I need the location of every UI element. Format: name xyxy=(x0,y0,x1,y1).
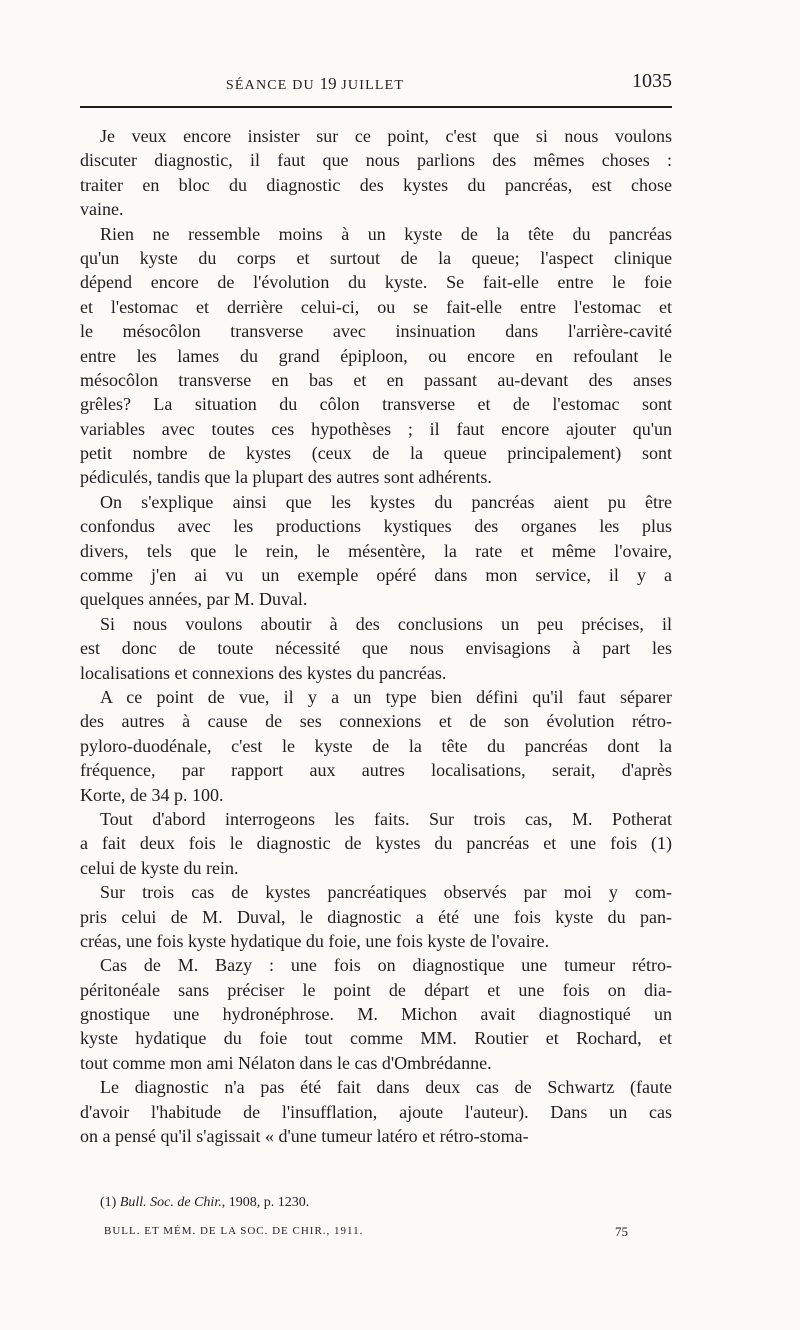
book-page xyxy=(80,0,672,1330)
text-line: discuter diagnostic, il faut que nous parlions des mêmes choses : xyxy=(80,150,672,171)
footnote-reference: , 1908, p. 1230. xyxy=(221,1195,310,1210)
text-line: Le diagnostic n'a pas été fait dans deux cas de Schwartz (faute xyxy=(100,1077,672,1098)
running-title-day: 19 xyxy=(319,74,337,93)
footnote-journal-title: Bull. Soc. de Chir. xyxy=(119,1195,222,1210)
text-line: on a pensé qu'il s'agissait « d'une tumeur latéro et rétro-stoma- xyxy=(80,1126,529,1147)
text-line: tout comme mon ami Nélaton dans le cas d'Ombrédanne. xyxy=(80,1052,492,1073)
paragraph xyxy=(80,1075,672,1148)
page-number: 1035 xyxy=(632,70,672,92)
text-line: péritonéale sans préciser le point de départ et une fois on dia- xyxy=(80,979,672,1000)
text-line: d'avoir l'habitude de l'insufflation, ajoute l'auteur). Dans un cas xyxy=(80,1101,672,1122)
text-line: On s'explique ainsi que les kystes du pancréas aient pu être xyxy=(100,491,672,512)
running-head xyxy=(80,70,672,94)
paragraph xyxy=(80,807,672,880)
text-line: A ce point de vue, il y a un type bien défini qu'il faut séparer xyxy=(100,686,672,707)
text-line: Rien ne ressemble moins à un kyste de la tête du pancréas xyxy=(100,223,672,244)
paragraph xyxy=(80,953,672,1075)
text-line: et l'estomac et derrière celui-ci, ou se fait-elle entre l'estomac et xyxy=(80,296,672,317)
footnote xyxy=(100,1195,309,1211)
running-title xyxy=(80,74,550,94)
text-line: Tout d'abord interrogeons les faits. Sur trois cas, M. Potherat xyxy=(100,808,672,829)
body-text xyxy=(80,124,672,1148)
footnote-marker: (1) xyxy=(100,1195,120,1210)
text-line: Korte, de 34 p. 100. xyxy=(80,784,224,805)
text-line: pyloro-duodénale, c'est le kyste de la tête du pancréas dont la xyxy=(80,735,672,756)
text-line: Sur trois cas de kystes pancréatiques observés par moi y com- xyxy=(100,882,672,903)
text-line: divers, tels que le rein, le mésentère, la rate et même l'ovaire, xyxy=(80,540,672,561)
header-rule xyxy=(80,106,672,108)
text-line: localisations et connexions des kystes du pancréas. xyxy=(80,662,447,683)
text-line: mésocôlon transverse en bas et en passant au-devant des anses xyxy=(80,369,672,390)
running-title-suffix: JUILLET xyxy=(336,78,405,93)
text-line: fréquence, par rapport aux autres localisations, serait, d'après xyxy=(80,760,672,781)
text-line: le mésocôlon transverse avec insinuation dans l'arrière-cavité xyxy=(80,321,672,342)
text-line: confondus avec les productions kystiques des organes les plus xyxy=(80,516,672,537)
text-line: comme j'en ai vu un exemple opéré dans mon service, il y a xyxy=(80,565,672,586)
text-line: variables avec toutes ces hypothèses ; il faut encore ajouter qu'un xyxy=(80,418,672,439)
text-line: est donc de toute nécessité que nous envisagions à part les xyxy=(80,638,672,659)
text-line: traiter en bloc du diagnostic des kystes du pancréas, est chose xyxy=(80,174,672,195)
text-line: Si nous voulons aboutir à des conclusions un peu précises, il xyxy=(100,613,672,634)
text-line: gnostique une hydronéphrose. M. Michon avait diagnostiqué un xyxy=(80,1004,672,1025)
paragraph xyxy=(80,612,672,685)
text-line: pédiculés, tandis que la plupart des autres sont adhérents. xyxy=(80,467,492,488)
text-line: pris celui de M. Duval, le diagnostic a été une fois kyste du pan- xyxy=(80,906,672,927)
text-line: qu'un kyste du corps et surtout de la queue; l'aspect clinique xyxy=(80,247,672,268)
paragraph xyxy=(80,222,672,490)
text-line: vaine. xyxy=(80,199,124,220)
text-line: quelques années, par M. Duval. xyxy=(80,589,308,610)
text-line: kyste hydatique du foie tout comme MM. Routier et Rochard, et xyxy=(80,1028,672,1049)
sheet-number: 75 xyxy=(615,1224,628,1239)
paragraph xyxy=(80,880,672,953)
text-line: dépend encore de l'évolution du kyste. Se fait-elle entre le foie xyxy=(80,272,672,293)
signature-text: BULL. ET MÉM. DE LA SOC. DE CHIR., 1911. xyxy=(104,1225,364,1237)
text-line: grêles? La situation du côlon transverse et de l'estomac sont xyxy=(80,394,672,415)
text-line: Je veux encore insister sur ce point, c'est que si nous voulons xyxy=(100,126,672,146)
text-line: a fait deux fois le diagnostic de kystes du pancréas et une fois (1) xyxy=(80,833,672,854)
paragraph xyxy=(80,490,672,612)
text-line: celui de kyste du rein. xyxy=(80,857,239,878)
text-line: des autres à cause de ses connexions et de son évolution rétro- xyxy=(80,711,672,732)
paragraph xyxy=(80,124,672,222)
running-title-prefix: SÉANCE DU xyxy=(225,78,320,93)
text-line: entre les lames du grand épiploon, ou encore en refoulant le xyxy=(80,345,672,366)
sheet-signature xyxy=(104,1225,628,1237)
text-line: créas, une fois kyste hydatique du foie, une fois kyste de l'ovaire. xyxy=(80,930,550,951)
paragraph xyxy=(80,685,672,807)
text-line: Cas de M. Bazy : une fois on diagnostique une tumeur rétro- xyxy=(100,955,672,976)
text-line: petit nombre de kystes (ceux de la queue principalement) sont xyxy=(80,443,672,464)
